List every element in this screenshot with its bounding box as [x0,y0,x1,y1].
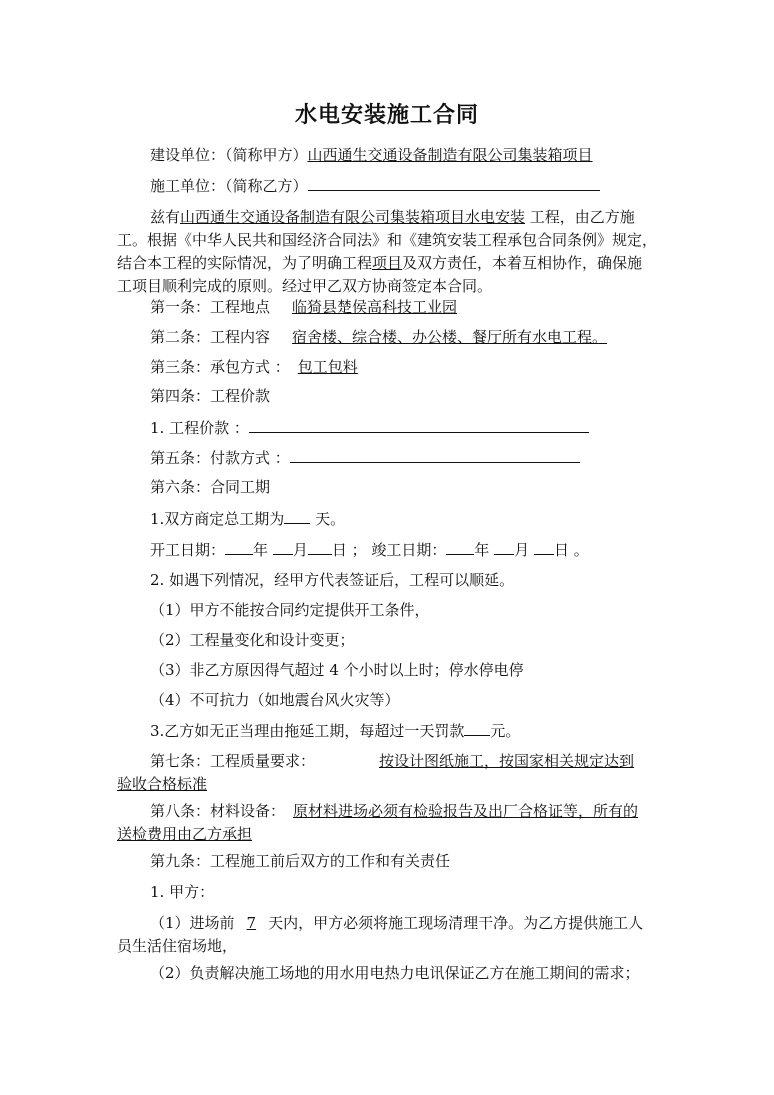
party-b-blank [308,174,600,191]
intro-line3-b: 项目 [372,254,403,272]
duty-item-1-cont: 员生活住宿场地， [117,937,238,955]
article-5-label: 第五条：付款方式 ： [150,449,290,467]
article-8 [150,800,638,822]
start-date-label: 开工日期： [150,541,226,559]
article-8-label: 第八条：材料设备： [150,802,286,820]
duty-item-1 [150,912,643,934]
article-3-value: 包工包料 [297,358,358,376]
delay-intro: 2. 如遇下列情况，经甲方代表签证后，工程可以顺延。 [150,571,515,589]
delay-item-4: （4）不可抗力（如地震台风火灾等） [150,691,400,709]
end-year-label: 年 [474,541,490,559]
article-8-value-2: 送检费用由乙方承担 [117,825,253,843]
article-2 [150,326,615,348]
article-1-label: 第一条：工程地点 [150,298,271,316]
intro-line3-a: 结合本工程的实际情况，为了明确工程 [117,254,373,272]
duty-item-1-a: （1）进场前 [150,914,235,932]
party-a-value: 山西通生交通设备制造有限公司集装箱项目 [307,146,593,164]
delay-item-2: （2）工程量变化和设计变更； [150,631,355,649]
end-year-blank [446,538,474,555]
dates-line [150,538,589,561]
intro-line-1 [150,206,635,228]
intro-suffix: 工程，由乙方施 [525,208,635,226]
article-2-value: 宿舍楼、综合楼、办公楼、餐厅所有水电工程。 [292,328,608,346]
price-line [150,416,589,439]
start-month-blank [273,538,293,555]
end-date-label: 竣工日期： [371,541,447,559]
duty-item-1-b: 天内，甲方必须将施工现场清理干净。为乙方提供施工人 [268,914,644,932]
period-a: 1.双方商定总工期为 [150,510,285,528]
start-year-blank [225,538,253,555]
price-blank [249,416,589,433]
end-month-label: 月 [514,541,530,559]
delay-item-3: （3）非乙方原因得气超过 4 个小时以上时；停水停电停 [150,661,524,679]
intro-line-2: 工。根据《中华人民共和国经济合同法》和《建筑安装工程承包合同条例》规定， [117,231,658,249]
party-a-duty-label: 1. 甲方： [150,883,215,901]
article-5 [150,446,580,469]
period-b: 天。 [310,510,346,528]
article-7-value-2: 验收合格标准 [117,775,208,793]
article-1 [150,296,471,318]
article-3-label: 第三条：承包方式 ： [150,358,290,376]
article-7 [150,750,634,772]
penalty-a: 3.乙方如无正当理由拖延工期，每超过一天罚款 [150,722,465,740]
intro-project: 山西通生交通设备制造有限公司集装箱项目水电安装 [180,208,526,226]
start-day-label: 日 ； [331,541,367,559]
end-day-blank [534,538,554,555]
party-b-line [150,174,600,197]
intro-line-4: 工项目顺利完成的原则。经过甲乙双方协商签定本合同。 [117,277,493,295]
penalty-blank [464,719,490,736]
article-7-cont [117,773,393,795]
price-label: 1. 工程价款 ： [150,419,249,437]
duty-item-2: （2）负责解决施工场地的用水用电热力电讯保证乙方在施工期间的需求； [150,964,640,982]
intro-line3-c: 及双方责任，本着互相协作，确保施 [402,254,643,272]
party-a-label: 建设单位：（简称甲方） [150,146,308,164]
end-month-blank [494,538,514,555]
article-9: 第九条：工程施工前后双方的工作和有关责任 [150,852,451,870]
article-8-cont [117,823,510,845]
article-3 [150,356,590,378]
start-month-label: 月 [292,541,308,559]
article-4: 第四条：工程价款 [150,387,271,405]
period-blank [284,507,310,524]
payment-blank [290,446,580,463]
article-7-label: 第七条：工程质量要求： [150,752,316,770]
article-7-value-1: 按设计图纸施工，按国家相关规定达到 [379,752,635,770]
article-2-label: 第二条：工程内容 [150,328,271,346]
end-day-label: 日 。 [554,541,589,559]
intro-line-3 [117,252,642,274]
delay-item-1: （1）甲方不能按合同约定提供开工条件， [150,601,430,619]
party-a-line [150,144,593,166]
page-title: 水电安装施工合同 [294,103,479,128]
intro-prefix: 兹有 [150,208,181,226]
penalty-line [150,719,520,742]
party-b-label: 施工单位：（简称乙方） [150,177,308,195]
article-1-value: 临猗县楚侯高科技工业园 [292,298,458,316]
duty-item-1-days: 7 [246,914,257,932]
penalty-b: 元。 [490,722,521,740]
period-line [150,507,345,530]
article-8-value-1: 原材料进场必须有检验报告及出厂合格证等，所有的 [293,802,639,820]
start-year-label: 年 [253,541,269,559]
article-6: 第六条：合同工期 [150,478,271,496]
start-day-blank [308,538,332,555]
